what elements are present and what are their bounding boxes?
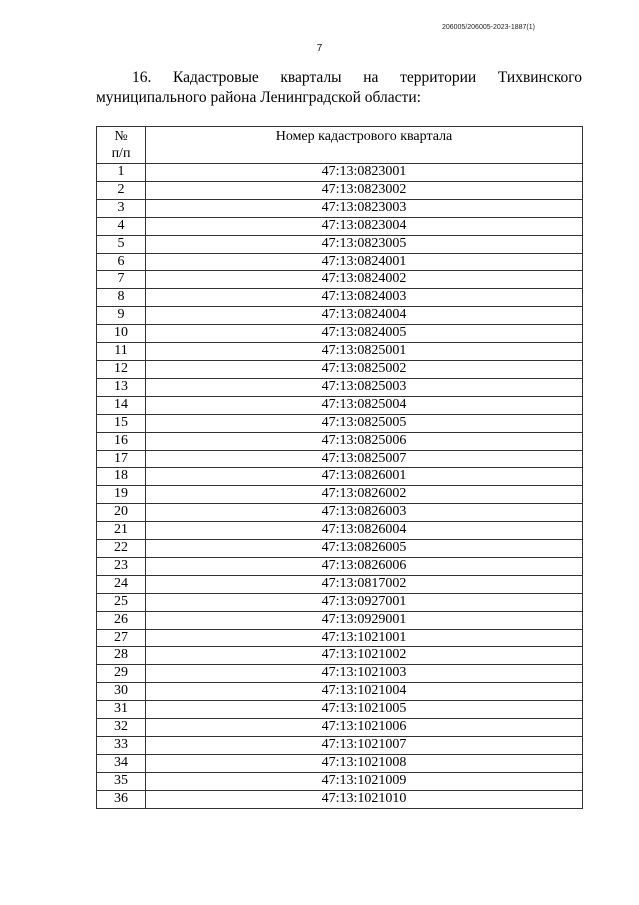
table-row (97, 271, 583, 289)
table-row (97, 737, 583, 755)
table-row (97, 343, 583, 361)
cadastral-number-cell: 47:13:0825006 (146, 432, 583, 450)
row-number-cell: 30 (97, 683, 146, 701)
heading-line-2: муниципального района Ленинградской области: (96, 89, 421, 106)
table-row (97, 486, 583, 504)
row-number-cell: 9 (97, 307, 146, 325)
row-number-cell: 21 (97, 522, 146, 540)
table-row (97, 629, 583, 647)
heading-word: Тихвинского (497, 69, 582, 86)
table-row (97, 575, 583, 593)
section-heading (96, 68, 582, 108)
row-number-cell: 17 (97, 450, 146, 468)
cadastral-number-cell: 47:13:0826002 (146, 486, 583, 504)
row-number-cell: 3 (97, 199, 146, 217)
header-pp: п/п (111, 146, 131, 161)
table-row (97, 683, 583, 701)
row-number-cell: 20 (97, 504, 146, 522)
table-row (97, 611, 583, 629)
table-row (97, 557, 583, 575)
cadastral-number-cell: 47:13:0825001 (146, 343, 583, 361)
row-number-cell: 27 (97, 629, 146, 647)
table-row (97, 450, 583, 468)
table-row (97, 647, 583, 665)
row-number-cell: 33 (97, 737, 146, 755)
cadastral-number-cell: 47:13:1021001 (146, 629, 583, 647)
table-row (97, 540, 583, 558)
cadastral-number-cell: 47:13:0823004 (146, 217, 583, 235)
table-row (97, 289, 583, 307)
cadastral-number-cell: 47:13:0825004 (146, 396, 583, 414)
cadastral-number-cell: 47:13:0826005 (146, 540, 583, 558)
table-row (97, 307, 583, 325)
cadastral-number-cell: 47:13:1021007 (146, 737, 583, 755)
cadastral-number-cell: 47:13:0825007 (146, 450, 583, 468)
row-number-cell: 31 (97, 701, 146, 719)
table-row (97, 772, 583, 790)
heading-word: на (363, 69, 379, 86)
table-row (97, 432, 583, 450)
row-number-cell: 10 (97, 325, 146, 343)
row-number-cell: 36 (97, 790, 146, 808)
row-number-cell: 5 (97, 235, 146, 253)
row-number-cell: 13 (97, 378, 146, 396)
row-number-cell: 26 (97, 611, 146, 629)
row-number-cell: 16 (97, 432, 146, 450)
cadastral-number-cell: 47:13:0929001 (146, 611, 583, 629)
cadastral-number-cell: 47:13:0824005 (146, 325, 583, 343)
cadastral-number-cell: 47:13:0823002 (146, 181, 583, 199)
row-number-cell: 23 (97, 557, 146, 575)
table-row (97, 504, 583, 522)
row-number-cell: 29 (97, 665, 146, 683)
cadastral-number-cell: 47:13:0824002 (146, 271, 583, 289)
cadastral-number-cell: 47:13:0927001 (146, 593, 583, 611)
row-number-cell: 6 (97, 253, 146, 271)
cadastral-number-cell: 47:13:1021006 (146, 719, 583, 737)
row-number-cell: 11 (97, 343, 146, 361)
table-row (97, 790, 583, 808)
cadastral-number-cell: 47:13:0824001 (146, 253, 583, 271)
header-number-sign: № (114, 129, 128, 144)
table-row (97, 701, 583, 719)
table-row (97, 468, 583, 486)
cadastral-number-cell: 47:13:0826006 (146, 557, 583, 575)
heading-line-1 (96, 68, 582, 88)
cadastral-number-cell: 47:13:0825002 (146, 360, 583, 378)
table-row (97, 181, 583, 199)
heading-number: 16. (132, 69, 152, 86)
row-number-cell: 15 (97, 414, 146, 432)
cadastral-number-cell: 47:13:0825003 (146, 378, 583, 396)
cadastral-number-cell: 47:13:0824003 (146, 289, 583, 307)
table-row (97, 414, 583, 432)
header-row-number (97, 127, 146, 164)
cadastral-number-cell: 47:13:0823005 (146, 235, 583, 253)
heading-word: Кадастровые (173, 69, 259, 86)
cadastral-number-cell: 47:13:0825005 (146, 414, 583, 432)
cadastral-number-cell: 47:13:0824004 (146, 307, 583, 325)
row-number-cell: 12 (97, 360, 146, 378)
table-row (97, 665, 583, 683)
cadastral-number-cell: 47:13:1021009 (146, 772, 583, 790)
table-body (97, 164, 583, 809)
row-number-cell: 28 (97, 647, 146, 665)
row-number-cell: 32 (97, 719, 146, 737)
row-number-cell: 4 (97, 217, 146, 235)
table-row (97, 719, 583, 737)
row-number-cell: 24 (97, 575, 146, 593)
table-row (97, 325, 583, 343)
table-header-row (97, 127, 583, 164)
header-cadastral-number: Номер кадастрового квартала (146, 127, 583, 164)
page-number: 7 (316, 43, 323, 54)
table-row (97, 593, 583, 611)
row-number-cell: 34 (97, 754, 146, 772)
document-id: 206005/206005-2023-1887(1) (441, 24, 535, 31)
row-number-cell: 35 (97, 772, 146, 790)
cadastral-number-cell: 47:13:0823001 (146, 164, 583, 182)
heading-word: территории (400, 69, 477, 86)
row-number-cell: 1 (97, 164, 146, 182)
table-row (97, 396, 583, 414)
cadastral-number-cell: 47:13:0826003 (146, 504, 583, 522)
row-number-cell: 22 (97, 540, 146, 558)
cadastral-number-cell: 47:13:1021002 (146, 647, 583, 665)
row-number-cell: 19 (97, 486, 146, 504)
row-number-cell: 2 (97, 181, 146, 199)
table-row (97, 235, 583, 253)
heading-word: кварталы (280, 69, 342, 86)
cadastral-number-cell: 47:13:1021004 (146, 683, 583, 701)
row-number-cell: 14 (97, 396, 146, 414)
cadastral-number-cell: 47:13:0817002 (146, 575, 583, 593)
row-number-cell: 18 (97, 468, 146, 486)
table-row (97, 164, 583, 182)
table-row (97, 754, 583, 772)
row-number-cell: 7 (97, 271, 146, 289)
table-row (97, 378, 583, 396)
table-row (97, 522, 583, 540)
cadastral-number-cell: 47:13:1021010 (146, 790, 583, 808)
cadastral-number-cell: 47:13:0823003 (146, 199, 583, 217)
row-number-cell: 8 (97, 289, 146, 307)
table-row (97, 199, 583, 217)
cadastral-number-cell: 47:13:0826004 (146, 522, 583, 540)
table-row (97, 253, 583, 271)
table-row (97, 360, 583, 378)
cadastral-number-cell: 47:13:0826001 (146, 468, 583, 486)
cadastral-number-cell: 47:13:1021003 (146, 665, 583, 683)
cadastral-table (96, 126, 583, 809)
row-number-cell: 25 (97, 593, 146, 611)
cadastral-number-cell: 47:13:1021008 (146, 754, 583, 772)
cadastral-number-cell: 47:13:1021005 (146, 701, 583, 719)
table-row (97, 217, 583, 235)
